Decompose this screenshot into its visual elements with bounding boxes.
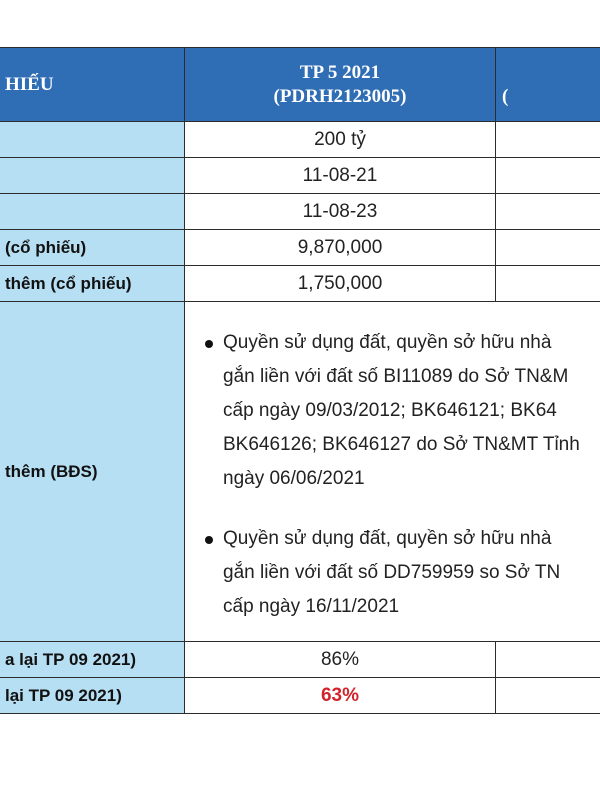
collateral-label: thêm (BĐS) bbox=[0, 302, 185, 642]
row-value-next bbox=[496, 194, 600, 230]
ratio-label: lại TP 09 2021) bbox=[0, 678, 185, 714]
ratio-value-next bbox=[496, 642, 600, 678]
header-label-cell: HIẾU bbox=[0, 48, 185, 122]
collateral-line: cấp ngày 16/11/2021 bbox=[223, 596, 400, 617]
header-row bbox=[0, 48, 600, 122]
table-row bbox=[0, 266, 600, 302]
ratio-value-highlight: 63% bbox=[185, 678, 496, 714]
row-label: thêm (cổ phiếu) bbox=[0, 266, 185, 302]
collateral-item bbox=[185, 522, 600, 624]
collateral-line: Quyền sử dụng đất, quyền sở hữu nhà bbox=[223, 332, 552, 353]
row-value-next bbox=[496, 158, 600, 194]
bond-table bbox=[0, 47, 600, 714]
collateral-cell bbox=[185, 302, 600, 642]
collateral-line: gắn liền với đất số BI11089 do Sở TN&M bbox=[223, 366, 569, 387]
ratio-label: a lại TP 09 2021) bbox=[0, 642, 185, 678]
row-value: 200 tỷ bbox=[185, 122, 496, 158]
row-label: (cổ phiếu) bbox=[0, 230, 185, 266]
header-bond-tp5-2021 bbox=[185, 48, 496, 122]
row-label bbox=[0, 158, 185, 194]
collateral-line: cấp ngày 09/03/2012; BK646121; BK64 bbox=[223, 400, 557, 421]
table-row bbox=[0, 230, 600, 266]
table-row bbox=[0, 194, 600, 230]
collateral-line: Quyền sử dụng đất, quyền sở hữu nhà bbox=[223, 528, 552, 549]
collateral-line: BK646126; BK646127 do Sở TN&MT Tỉnh bbox=[223, 434, 580, 455]
row-value: 11-08-21 bbox=[185, 158, 496, 194]
row-value-next bbox=[496, 230, 600, 266]
bond-name: TP 5 2021 bbox=[299, 61, 381, 83]
ratio-row bbox=[0, 678, 600, 714]
bullet-icon bbox=[205, 536, 213, 544]
collateral-line: ngày 06/06/2021 bbox=[223, 468, 365, 489]
table-row bbox=[0, 122, 600, 158]
row-value-next bbox=[496, 266, 600, 302]
row-label bbox=[0, 122, 185, 158]
collateral-item bbox=[185, 326, 600, 496]
row-value: 9,870,000 bbox=[185, 230, 496, 266]
header-next-bond: ( bbox=[496, 48, 600, 122]
collateral-row bbox=[0, 302, 600, 642]
row-value-next bbox=[496, 122, 600, 158]
row-label bbox=[0, 194, 185, 230]
bullet-icon bbox=[205, 340, 213, 348]
bond-code: (PDRH2123005) bbox=[273, 85, 407, 107]
ratio-value-next bbox=[496, 678, 600, 714]
ratio-value: 86% bbox=[185, 642, 496, 678]
collateral-line: gắn liền với đất số DD759959 so Sở TN bbox=[223, 562, 561, 583]
table-row bbox=[0, 158, 600, 194]
ratio-row bbox=[0, 642, 600, 678]
collateral-list bbox=[185, 302, 600, 624]
row-value: 1,750,000 bbox=[185, 266, 496, 302]
row-value: 11-08-23 bbox=[185, 194, 496, 230]
